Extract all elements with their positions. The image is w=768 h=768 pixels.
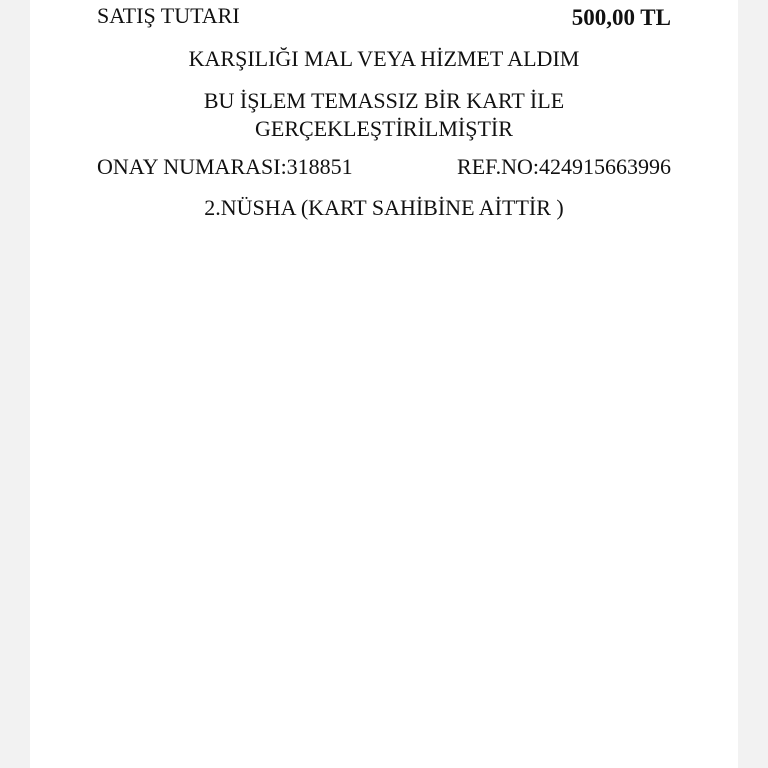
copy-note: 2.NÜSHA (KART SAHİBİNE AİTTİR )	[204, 195, 564, 220]
receipt-paper	[30, 0, 738, 768]
acknowledgement-text: KARŞILIĞI MAL VEYA HİZMET ALDIM	[188, 46, 580, 71]
contactless-notice-line-1: BU İŞLEM TEMASSIZ BİR KART İLE	[203, 88, 565, 113]
approval-number: ONAY NUMARASI:318851	[97, 154, 353, 179]
sale-amount-value: 500,00 TL	[571, 5, 671, 30]
sale-amount-label: SATIŞ TUTARI	[97, 3, 240, 28]
contactless-notice-line-2: GERÇEKLEŞTİRİLMİŞTİR	[255, 116, 513, 141]
reference-number: REF.NO:424915663996	[457, 154, 671, 179]
